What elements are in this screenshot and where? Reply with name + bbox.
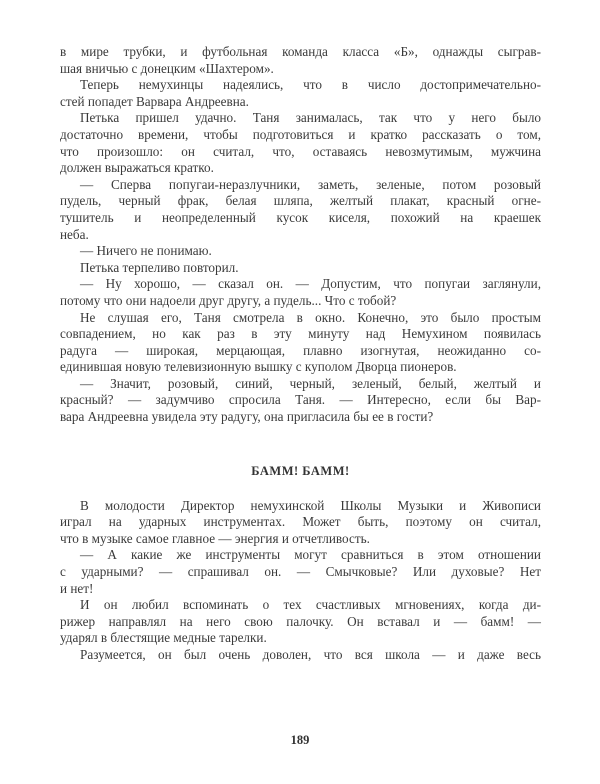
paragraph [60,310,541,376]
text-line: И он любил вспоминать о тех счастливых мгновениях, когда ди- [80,597,541,613]
text-line: Теперь немухинцы надеялись, что в число достопримечательно- [80,77,541,93]
text-line: шая вничью с донецким «Шахтером». [60,60,274,76]
text-line: стей попадет Варвара Андреевна. [60,93,249,109]
text-line: что в музыке самое главное — энергия и отчетливость. [60,530,370,546]
text-line: должен выражаться кратко. [60,160,214,176]
paragraph [60,44,541,77]
paragraph [60,77,541,110]
text-line: — Значит, розовый, синий, черный, зеленый, белый, желтый и [80,375,541,391]
text-line: пудель, черный фрак, белая шляпа, желтый плакат, красный огне- [60,193,541,209]
paragraph [60,177,541,243]
page-number: 189 [290,733,310,747]
text-line: радуга — широкая, мерцающая, плавно изогнутая, неожиданно со- [60,342,541,358]
text-line: Разумеется, он был очень доволен, что вся школа — и даже весь [80,647,541,662]
paragraph [60,597,541,647]
text-line: — Ничего не понимаю. [80,243,212,259]
page-body [60,44,541,664]
text-line: единившая новую телевизионную вышку с куполом Дворца пионеров. [60,359,457,375]
text-line: — Ну хорошо, — сказал он. — Допустим, что попугаи заглянули, [80,276,541,292]
paragraph [60,498,541,548]
text-line: достаточно времени, чтобы подготовиться и кратко рассказать о том, [60,126,541,142]
text-line: ударял в блестящие медные тарелки. [60,630,267,646]
paragraph [60,547,541,597]
paragraph [60,647,541,664]
text-line: играл на ударных инструментах. Может быть, поэтому он считал, [60,514,541,530]
text-line: вара Андреевна увидела эту радугу, она пригласила бы ее в гости? [60,409,434,425]
text-line: неба. [60,226,89,242]
paragraph [60,110,541,176]
text-line: — А какие же инструменты могут сравниться в этом отношении [80,547,541,563]
chapter-heading: БАММ! БАММ! [251,463,350,478]
text-line: потому что они надоели друг другу, а пудель... Что с тобой? [60,292,397,308]
paragraph [60,276,541,309]
section-text [60,44,541,426]
text-line: тушитель и неопределенный кусок киселя, похожий на краешек [60,209,541,225]
text-line: Петька пришел удачно. Таня занималась, так что у него было [80,110,541,126]
paragraph [60,260,541,277]
text-line: красный? — задумчиво спросила Таня. — Интересно, если бы Вар- [60,392,541,408]
text-line: Петька терпеливо повторил. [80,259,239,275]
chapter-text [60,498,541,664]
text-line: рижер направлял на него свою палочку. Он вставал и — бамм! — [60,613,541,629]
text-line: в мире трубки, и футбольная команда класса «Б», однажды сыграв- [60,44,541,59]
text-line: совпадением, но как раз в эту минуту над Немухином появилась [60,326,541,342]
paragraph [60,243,541,260]
text-line: что произошло: он считал, что, оставаясь невозмутимым, мужчина [60,143,541,159]
text-line: с ударными? — спрашивал он. — Смычковые? Или духовые? Нет [60,564,541,580]
text-line: и нет! [60,580,94,596]
text-line: Не слушая его, Таня смотрела в окно. Конечно, это было простым [80,309,541,325]
text-line: В молодости Директор немухинской Школы Музыки и Живописи [80,497,541,513]
paragraph [60,376,541,426]
text-line: — Сперва попугаи-неразлучники, заметь, зеленые, потом розовый [80,176,541,192]
